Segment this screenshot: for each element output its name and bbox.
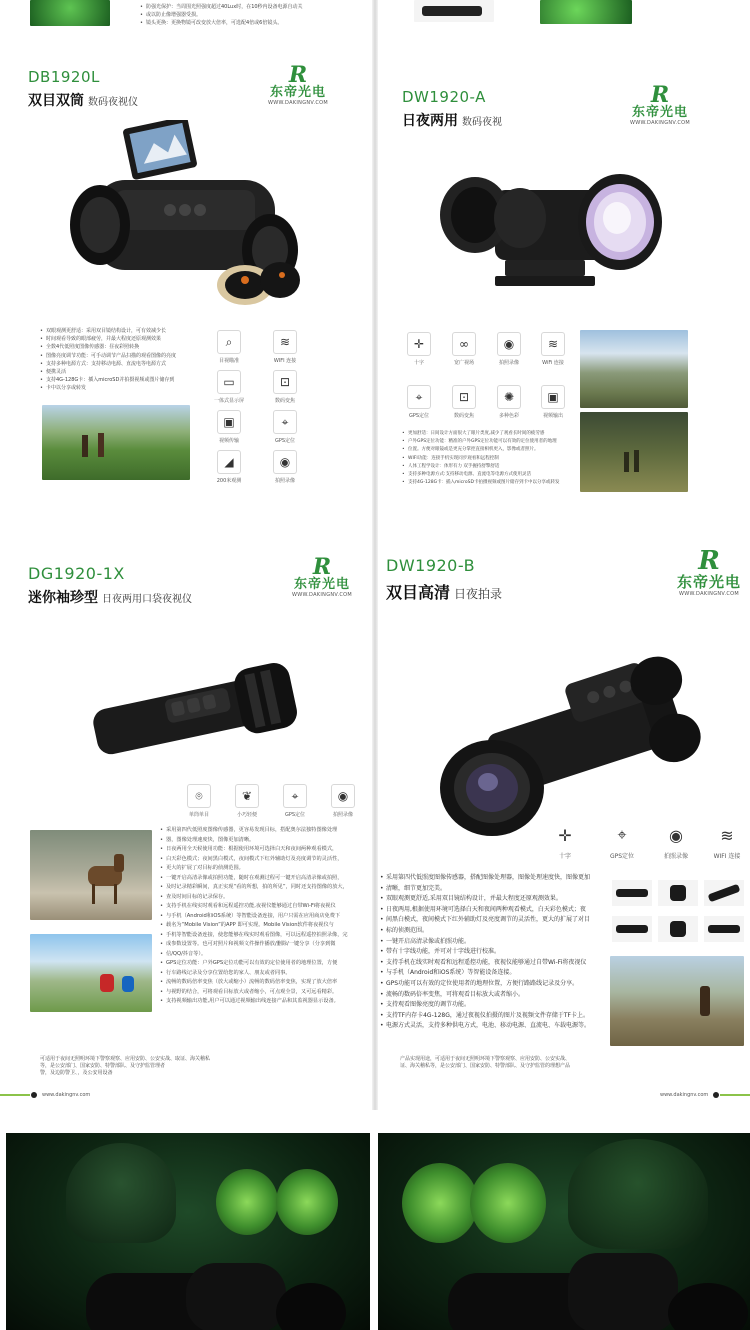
bullet: • 流畅的数码倍率变焦，可将观看目标放大或者缩小。 [380, 990, 608, 1001]
bullet: • 支持手机在线实时观看和远程遥控功能,夜视仪能够通过自带Wi-Fi将夜视仪 [160, 902, 366, 912]
bullet: • 标的侦测范围。 [380, 926, 608, 937]
title-dw1920a [402, 110, 502, 130]
bullet: • 载名为“Mobile Vision”的APP 即可实现。Mobile Vision软件将夜视仪与 [160, 921, 366, 931]
product-thumbnail-top [414, 0, 494, 22]
feature-dg1920-0: ⌾ 单筒单目 [182, 784, 216, 818]
range-icon: ◢ [217, 450, 241, 474]
night-vision-lens-view [276, 1169, 338, 1235]
footer-note-right: 产品实现用途，可适用于夜间无照明环境下警察观察、应用安防、公安实战、 证、海关稽私等，是公安部门、国家安防、特警部队、及守护监管的理想产品 [400, 1056, 571, 1069]
brand-logo [290, 556, 354, 599]
db1920l-bullets [40, 327, 190, 393]
bullet: • 图像亮度调节功能：可手动调节产品扫描的观看图像的亮度 [40, 352, 190, 360]
gps-icon: ⌖ [609, 822, 635, 848]
palette-icon: ✺ [497, 385, 521, 409]
bullet: • 卡中以分享或转发 [40, 384, 190, 392]
feature-dg1920-1: ❦ 小巧轻便 [230, 784, 264, 818]
brand-logo [266, 64, 330, 107]
feature-db1920l-0: ⌕ 目视瞄准 [212, 330, 246, 364]
footer-dot-right [713, 1092, 719, 1098]
brand-url: WWW.DAKINGNV.COM [291, 592, 353, 598]
model-dw1920b: DW1920-B [386, 556, 476, 575]
bullet: • 电源方式灵活，支持多种供电方式，电池、移动电源、直流电、车载电源等。 [380, 1021, 608, 1032]
top-right-fragment [378, 0, 750, 40]
book-spine [372, 0, 378, 1110]
binocular-icon: ∞ [452, 332, 476, 356]
crosshair-icon: ✛ [407, 332, 431, 356]
bullet: • GPS功能可以有效的定位使用者的地理位置，方便行路路线记录及分享。 [380, 979, 608, 990]
photo-deer-winter [30, 830, 152, 920]
footer-line-right [720, 1094, 750, 1096]
bullet: • 清晰，细节更加完美。 [380, 884, 608, 895]
bullet: • 防强光保护：当周围光照强度超过40Lux时，在10秒内设备电源自动关 [140, 3, 360, 11]
wifi-icon: ≋ [273, 330, 297, 354]
product-image-db1920l [55, 120, 305, 310]
bullet: • 与手机（Android和iOS系统）等智能设备连接。 [380, 968, 608, 979]
bullet: • 带有十字线功能，并可对十字线进行校准。 [380, 947, 608, 958]
feature-dw1920b-0: ✛ 十字 [543, 822, 587, 860]
bullet: • 信/QQ/抖音等）。 [160, 950, 366, 960]
digital-zoom-icon: ⊡ [273, 370, 297, 394]
digital-zoom-icon: ⊡ [452, 385, 476, 409]
bullet: • 支持视频输出功能,用户可以通过视频输出线连接产品和其监视器显示设备。 [160, 997, 366, 1007]
camera-icon: ◉ [497, 332, 521, 356]
photo-hunters-field [580, 412, 688, 492]
feature-dw1920a-6: ✺ 多种色彩 [492, 385, 526, 419]
brand-logo [628, 84, 692, 127]
bullet: • 行车路线记录及分享位置给您的家人、朋友或者同事。 [160, 969, 366, 979]
bullet: • 成参数设置等。也可对照片和视频文件操作播放/删除/一键分享（分享到微 [160, 940, 366, 950]
bullet: • 支持TF内存卡4G-128G，通过夜视仪拍摄的图片及视频文件存储于TF卡上。 [380, 1011, 608, 1022]
product-image-dw1920a [435, 160, 675, 300]
model-db1920l: DB1920L [28, 68, 100, 86]
top-left-fragment [0, 0, 372, 40]
bullet: • 查及时间目标的记录保存。 [160, 893, 366, 903]
bullet: • 支持4G-128G卡：插入microSD并拍摄视频或图片储存到 [40, 376, 190, 384]
bullet: • 间黑白模式，夜间模式下红外辅助灯及亮度调节的灵活性，更大的扩展了对目 [380, 915, 608, 926]
bullet: • 流畅的数码倍率变焦（放大或缩小）流畅的数码倍率变焦，实现了放大倍率 [160, 978, 366, 988]
bullet: • 支持多种电源方式:支持移动电源、直流电等电源方式使用灵活 [402, 471, 578, 479]
product-thumbnail-grid [608, 876, 746, 948]
bullet: • 一键开启高清录像或拍照功能，随时在观测过程可一键开启高清录像或拍照， [160, 874, 366, 884]
night-vision-lens-view [470, 1163, 546, 1243]
night-vision-lens-view [402, 1163, 478, 1243]
goggle-device [46, 1253, 346, 1330]
feature-dw1920b-1: ⌖ GPS定位 [600, 822, 644, 860]
bullet: • 户外GPS定位功能：精准的户外GPS定位功能可以有效的定位使用者的地理 [402, 438, 578, 446]
bullet: • WIFI功能：连接手机实现同步观看和远程控制 [402, 455, 578, 463]
brand-name: 东帝光电 [269, 85, 326, 100]
model-dg1920: DG1920-1X [28, 564, 125, 583]
title-sub: 日夜两用口袋夜视仪 [102, 594, 192, 605]
bullet: • 双眼观测更舒适,采用双目镜结构设计，并最大程度还原观测效果。 [380, 894, 608, 905]
product-image-dw1920b [432, 650, 707, 840]
brand-name: 东帝光电 [631, 105, 688, 120]
gps-icon: ⌖ [273, 410, 297, 434]
footer-line-left [0, 1094, 30, 1096]
bullet: • GPS定位功能：户外GPS定位功能可以有效的定位使用者的地理位置，方便 [160, 959, 366, 969]
brand-mark-icon: R [288, 62, 308, 88]
feature-db1920l-3: ⊡ 数码变焦 [268, 370, 302, 404]
bullet: • 日夜两用,根据使用环境可选择白天和夜间两种观看模式，白天彩色模式；夜 [380, 905, 608, 916]
bullet: • 双眼观测更舒适：采用双目镜结构设计，可有效减少长 [40, 327, 190, 335]
brand-mark-icon: R [650, 82, 670, 108]
bullet: • 器，图像处理速度快，图像更加清晰。 [160, 836, 366, 846]
title-sub: 日夜拍录 [454, 587, 503, 601]
camera-icon: ◉ [331, 784, 355, 808]
bullet: • 一键开启高清录像或拍照功能。 [380, 937, 608, 948]
model-dw1920a: DW1920-A [402, 88, 486, 106]
feature-db1920l-6: ◢ 200米观测 [212, 450, 246, 484]
display-icon: ▭ [217, 370, 241, 394]
bullet: • 更大的扩展了对目标的侦测范围。 [160, 864, 366, 874]
leaf-icon: ❦ [235, 784, 259, 808]
feature-dw1920a-4: ⌖ GPS定位 [402, 385, 436, 419]
bullet: • 人体工程学设计：体形有力 双手握持舒擎舒适 [402, 463, 578, 471]
bullet: • 日夜两用全天候使用功能：根据使用环境可选择白天和夜间两种观看模式， [160, 845, 366, 855]
video-output-icon: ▣ [217, 410, 241, 434]
photo-hiker-hillside [610, 956, 744, 1046]
dg1920-bullets [160, 826, 366, 1007]
bullet: • 支持手机在线实时观看和远程遥控功能，夜视仪能够通过自带Wi-Fi将夜视仪 [380, 958, 608, 969]
feature-dw1920a-2: ◉ 拍照录像 [492, 332, 526, 366]
gps-icon: ⌖ [283, 784, 307, 808]
brand-mark-icon: R [698, 546, 720, 576]
bullet: • 更加舒适：日间设计方面很大了眼片类度,减少了观看长时间的疲劳感 [402, 430, 578, 438]
title-sub: 数码夜视 [462, 117, 502, 128]
bullet: • 便携灵活 [40, 368, 190, 376]
night-vision-banner-left [6, 1133, 370, 1330]
feature-dw1920a-0: ✛ 十字 [402, 332, 436, 366]
photo-mountain-valley [580, 330, 688, 408]
feature-dw1920b-3: ≋ WIFI 连接 [705, 822, 749, 860]
bullet: • 支持多种电源方式：支持移动电源、直流电等电源方式 [40, 360, 190, 368]
feature-dw1920a-7: ▣ 视频输出 [536, 385, 570, 419]
title-main: 迷你袖珍型 [28, 590, 98, 606]
feature-dw1920a-3: ≋ WiFi 连接 [536, 332, 570, 366]
goggle-device [418, 1243, 748, 1330]
bullet: • 或以防止像增强器受损。 [140, 11, 360, 19]
feature-db1920l-2: ▭ 一体式显示屏 [212, 370, 246, 404]
bullet: • 时间观看导致的眼部疲劳，并最大程度还原观测效果 [40, 335, 190, 343]
night-vision-photo-top-right [540, 0, 632, 24]
feature-dw1920b-2: ◉ 拍照录像 [654, 822, 698, 860]
night-vision-photo-top-left [30, 0, 110, 26]
wifi-icon: ≋ [714, 822, 740, 848]
dw1920b-bullets [380, 873, 608, 1032]
title-main: 双目高清 [386, 583, 451, 602]
title-db1920l [28, 90, 138, 110]
brand-url: WWW.DAKINGNV.COM [678, 591, 740, 597]
bullet: • 采用第四代低照度图像传感器，搭配图像处理器，图像处理速度快，图像更加 [380, 873, 608, 884]
wifi-icon: ≋ [541, 332, 565, 356]
bullet: • 与视野的结合，可将观看目标放大或者缩小，可点观全景，又可远看精彩。 [160, 988, 366, 998]
bullet: • 支持观看图像亮度的调节功能。 [380, 1000, 608, 1011]
bullet: • 位置。方便对眼镜或是更充分掌控直接相机更入，影像或者照片。 [402, 446, 578, 454]
footer-dot-left [31, 1092, 37, 1098]
single-tube-icon: ⌾ [187, 784, 211, 808]
photo-hikers-mountain [30, 934, 152, 1012]
footer-url-right: www.dakingnv.com [660, 1092, 709, 1098]
soldier-silhouette [568, 1139, 708, 1249]
brand-logo [672, 548, 746, 598]
bullet: • 手机等智能设备连接，使您能够在线实时观看图像，可以远程遥控拍照录像，完 [160, 931, 366, 941]
product-image-dg1920 [88, 652, 303, 762]
brand-name: 东帝光电 [676, 573, 741, 591]
feature-db1920l-7: ◉ 拍照录像 [268, 450, 302, 484]
crosshair-icon: ✛ [552, 822, 578, 848]
title-main: 日夜两用 [402, 113, 458, 129]
top-left-bullets [140, 3, 360, 28]
title-dw1920b [386, 580, 502, 603]
soldier-silhouette [66, 1143, 176, 1243]
bullet: • 采用第四代低照度图像传感器，更容易发现目标，搭配奥尔法独特图像处理 [160, 826, 366, 836]
feature-dw1920a-1: ∞ 宽广视场 [447, 332, 481, 366]
night-vision-lens-view [216, 1169, 278, 1235]
footer-url-left: www.dakingnv.com [42, 1092, 91, 1098]
feature-db1920l-5: ⌖ GPS定位 [268, 410, 302, 444]
bullet: • 白天彩色模式；夜间黑白模式，夜间模式下红外辅助灯及亮度调节的灵活性， [160, 855, 366, 865]
bullet: • 镜头更换：更换物镜可改变放大倍率，可选配4倍或6倍镜头。 [140, 19, 360, 27]
title-dg1920 [28, 587, 192, 607]
brand-url: WWW.DAKINGNV.COM [267, 100, 329, 106]
feature-db1920l-4: ▣ 视频传输 [212, 410, 246, 444]
camera-icon: ◉ [273, 450, 297, 474]
dw1920a-bullets [402, 430, 578, 487]
camera-icon: ◉ [663, 822, 689, 848]
feature-db1920l-1: ≋ WIFI 连接 [268, 330, 302, 364]
photo-hikers-lake [42, 405, 190, 480]
brand-name: 东帝光电 [293, 577, 350, 592]
feature-dg1920-3: ◉ 拍照录像 [326, 784, 360, 818]
brand-url: WWW.DAKINGNV.COM [629, 120, 691, 126]
zoom-icon: ⌕ [217, 330, 241, 354]
bullet: • 支持4G-128G卡：插入microSD卡拍摄视频或图片储存到卡中以分享或转发 [402, 479, 578, 487]
feature-dw1920a-5: ⊡ 数码变焦 [447, 385, 481, 419]
night-vision-banner-right [378, 1133, 750, 1330]
title-main: 双目双筒 [28, 93, 84, 109]
title-sub: 数码夜视仪 [88, 97, 138, 108]
bullet: • 及时记录精彩瞬间，真正实现“看的所想，拍的所见”，同时还支持图像的放大， [160, 883, 366, 893]
gps-icon: ⌖ [407, 385, 431, 409]
bullet: • 全数4代低照度图像传感器：昼夜彩照转换 [40, 343, 190, 351]
footer-note-left: 可适用于夜间无照明环境下警察观察、应用安防、公安实战、取证、海关稽私 等，是公安部门、国家安防、特警部队、及守护监管理者 警，及边防警卫、，及公安用设备 [40, 1056, 211, 1076]
bullet: • 与手机（Android和iOS系统）等智能设备连接，用户只需在应用商店免费下 [160, 912, 366, 922]
video-output-icon: ▣ [541, 385, 565, 409]
brand-mark-icon: R [312, 554, 332, 580]
feature-dg1920-2: ⌖ GPS定位 [278, 784, 312, 818]
